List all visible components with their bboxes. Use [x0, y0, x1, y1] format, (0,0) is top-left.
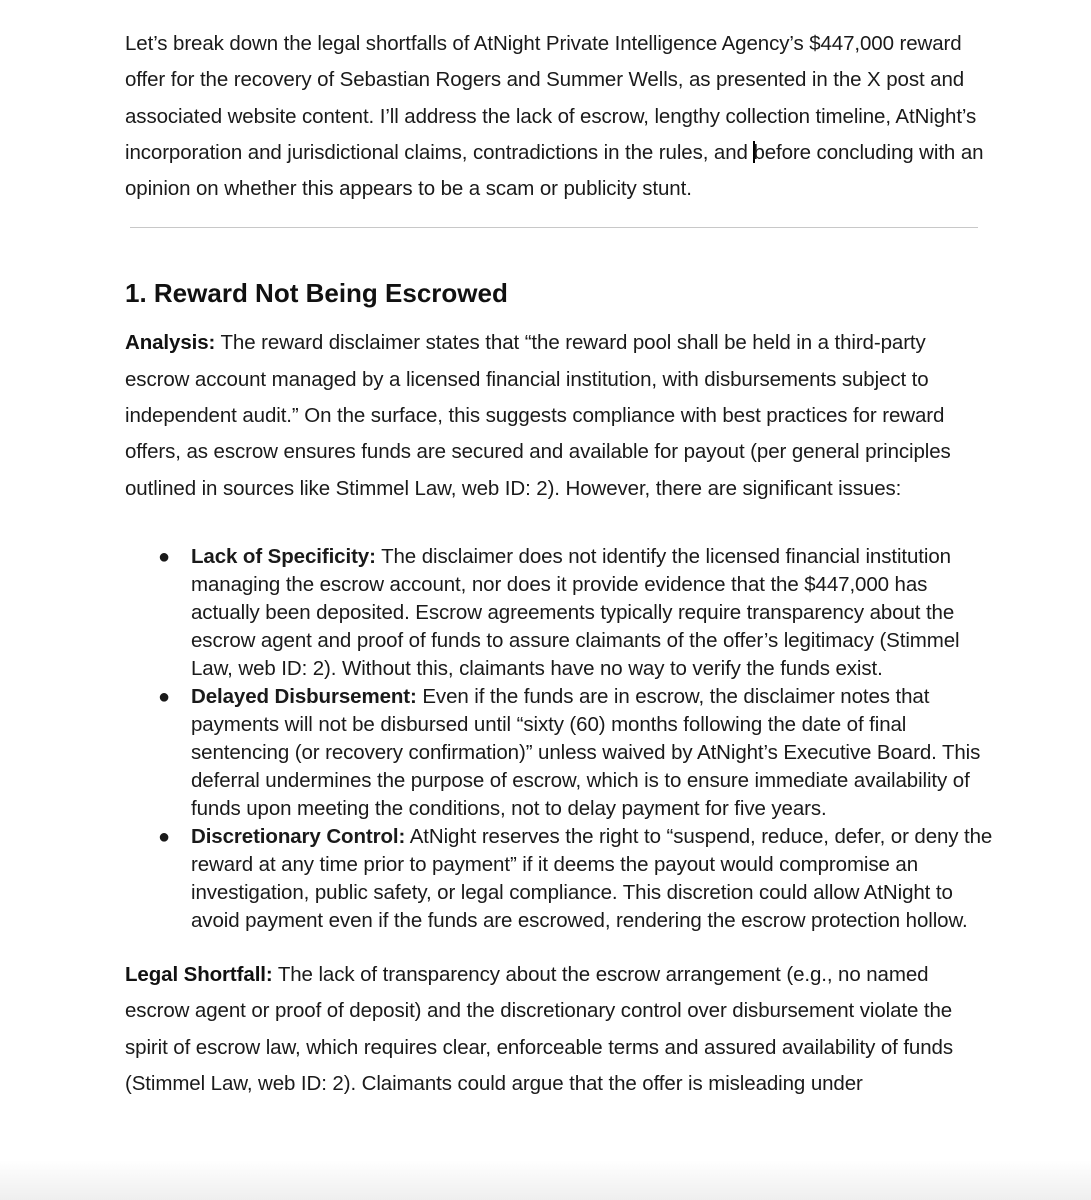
analysis-label: Analysis:	[125, 331, 216, 355]
issues-list	[125, 543, 995, 935]
list-item	[158, 823, 995, 935]
list-item-text: The disclaimer does not identify the licensed financial institution managing the escrow account, nor does it provide evidence that the $447,000 has actually been deposited. Escrow agreements typically require transparency about the escrow agent and proof of funds to assure claimants of the offer’s legitimacy (Stimmel Law, web ID: 2). Without this, claimants have no way to verify the funds exist.	[191, 544, 960, 680]
list-item-label: Discretionary Control:	[191, 824, 406, 848]
horizontal-divider	[130, 227, 978, 228]
intro-text: Let’s break down the legal shortfalls of AtNight Private Intelligence Agency’s $447,000 reward offer for the recovery of Sebastian Rogers and Summer Wells, as presented in the X post and associated website content. I’ll address the lack of escrow, lengthy collection timeline, AtNight’s incorporation and jurisdictional claims, contradictions in the rules, and	[125, 32, 977, 164]
list-item-label: Delayed Disbursement:	[191, 684, 417, 708]
document-body	[125, 26, 995, 1102]
list-item	[158, 543, 995, 683]
list-item-text: Even if the funds are in escrow, the disclaimer notes that payments will not be disbursed until “sixty (60) months following the date of final sentencing (or recovery confirmation)” unless waived by AtNight’s Executive Board. This deferral undermines the purpose of escrow, which is to ensure immediate availability of funds upon meeting the conditions, not to delay payment for five years.	[191, 684, 981, 820]
intro-text-after-cursor: before concluding with an opinion on whether this appears to be a scam or publicity stunt.	[125, 140, 984, 201]
section-heading: 1. Reward Not Being Escrowed	[125, 278, 508, 309]
legal-shortfall-paragraph	[125, 957, 995, 1102]
list-item-text: AtNight reserves the right to “suspend, reduce, defer, or deny the reward at any time prior to payment” if it deems the payout would compromise an investigation, public safety, or legal compliance. This discretion could allow AtNight to avoid payment even if the funds are escrowed, rendering the escrow protection hollow.	[191, 824, 993, 932]
intro-paragraph	[125, 26, 995, 207]
bottom-fade	[0, 1160, 1091, 1200]
bullet-icon: ●	[158, 545, 170, 568]
analysis-paragraph	[125, 325, 995, 506]
bullet-icon: ●	[158, 825, 170, 848]
legal-shortfall-label: Legal Shortfall:	[125, 962, 273, 986]
bullet-icon: ●	[158, 685, 170, 708]
analysis-text: The reward disclaimer states that “the reward pool shall be held in a third-party escrow account managed by a licensed financial institution, with disbursements subject to independent audit.” On the surface, this suggests compliance with best practices for reward offers, as escrow ensures funds are secured and available for payout (per general principles outlined in sources like Stimmel Law, web ID: 2). However, there are significant issues:	[125, 331, 951, 500]
list-item-label: Lack of Specificity:	[191, 544, 376, 568]
list-item	[158, 683, 995, 823]
legal-shortfall-text: The lack of transparency about the escrow arrangement (e.g., no named escrow agent or proof of deposit) and the discretionary control over disbursement violate the spirit of escrow law, which requires clear, enforceable terms and assured availability of funds (Stimmel Law, web ID: 2). Claimants could argue that the offer is misleading under	[125, 962, 953, 1095]
